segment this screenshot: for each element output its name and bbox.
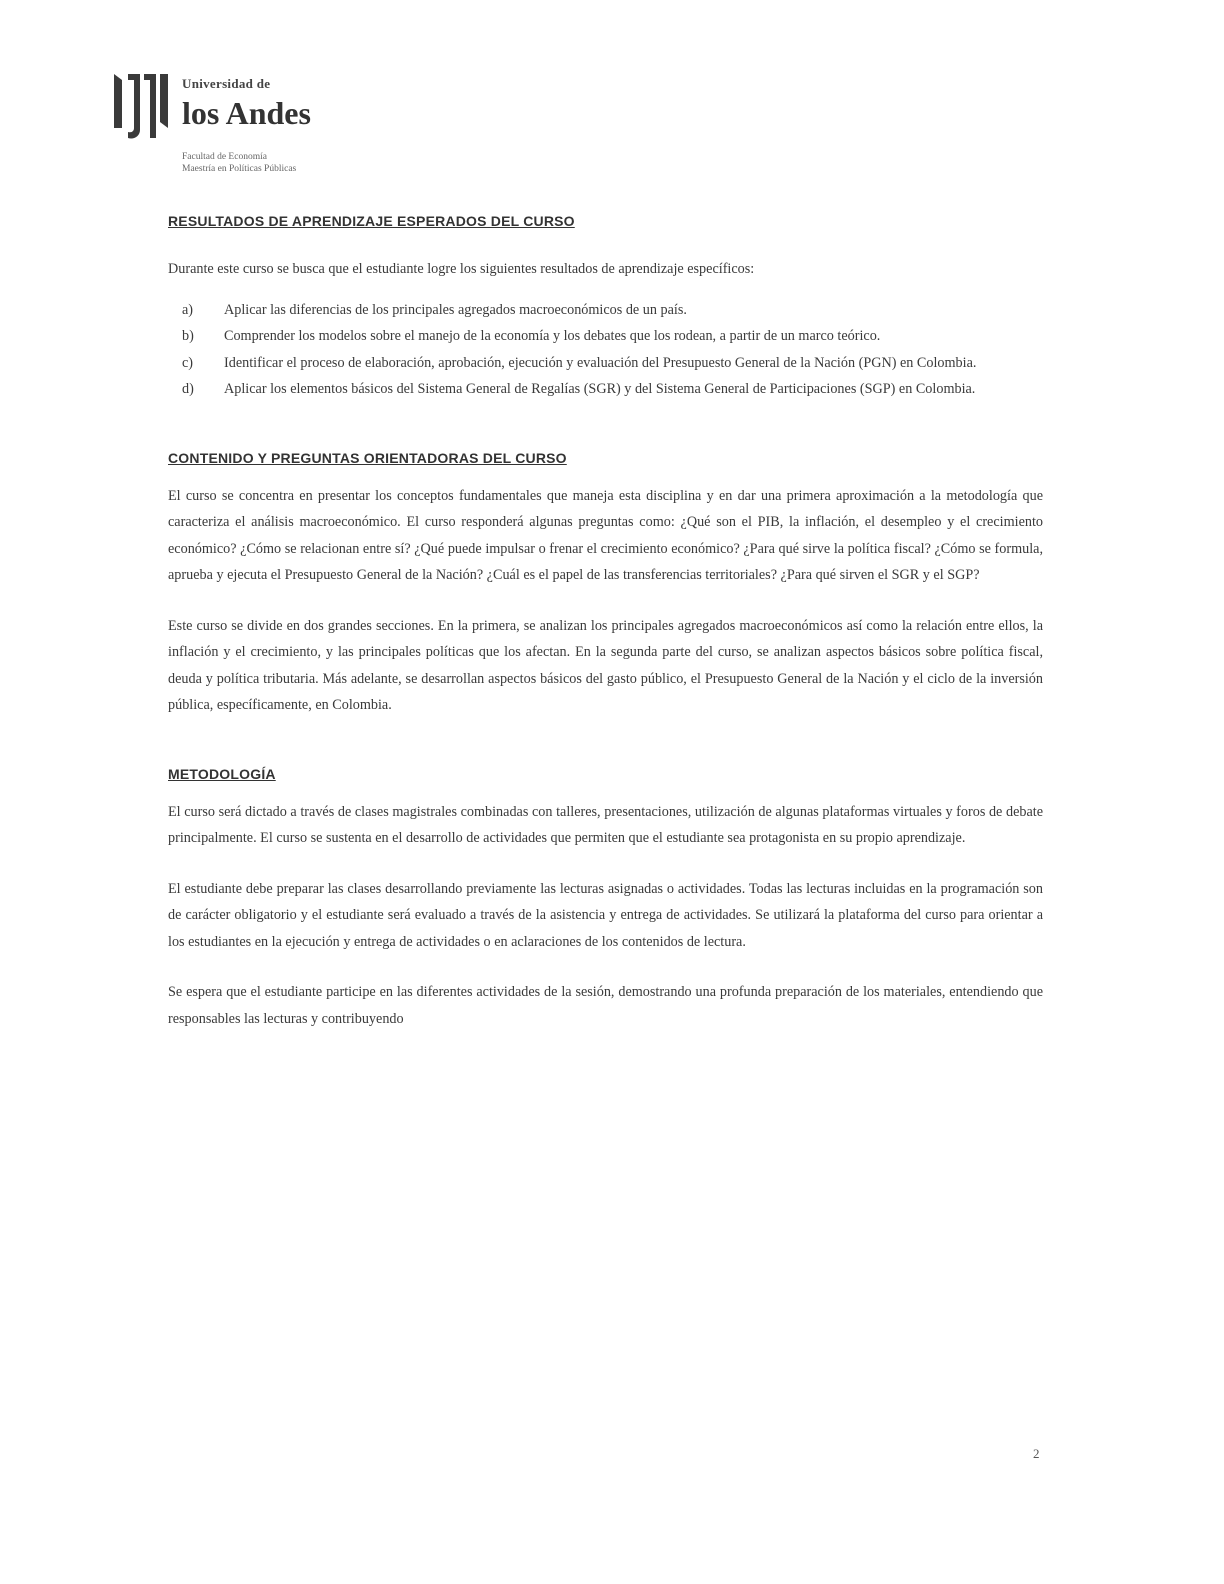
- list-item: [168, 297, 1043, 324]
- heading-learning-outcomes: RESULTADOS DE APRENDIZAJE ESPERADOS DEL CURSO: [168, 213, 575, 229]
- document-body: [168, 210, 1043, 1032]
- list-item-marker: b): [182, 328, 194, 344]
- list-item: [168, 323, 1043, 350]
- logo-subtitle-faculty: Facultad de Economía: [182, 152, 267, 162]
- methodology-paragraph: Se espera que el estudiante participe en las diferentes actividades de la sesión, demostrando una profunda preparación de los materiales, entendiendo que responsables las lecturas y contribuyendo: [168, 984, 1043, 1027]
- list-item-marker: c): [182, 354, 194, 371]
- learning-outcomes-intro: Durante este curso se busca que el estudiante logre los siguientes resultados de aprendizaje específicos:: [168, 261, 755, 277]
- page-number: 2: [1033, 1446, 1040, 1461]
- course-content-paragraph: Este curso se divide en dos grandes secciones. En la primera, se analizan los principales agregados macroeconómicos así como la relación entre ellos, la inflación y el crecimiento, y las principales políticas que los afectan. En la segunda parte del curso, se analizan aspectos básicos sobre política fiscal, deuda y política tributaria. Más adelante, se desarrollan aspectos básicos del gasto público, el Presupuesto General de la Nación y el ciclo de la inversión pública, específicamente, en Colombia.: [168, 617, 1043, 713]
- heading-course-content: CONTENIDO Y PREGUNTAS ORIENTADORAS DEL CURSO: [168, 449, 567, 466]
- logo-text-top: Universidad de: [182, 76, 271, 91]
- list-item-text: Aplicar los elementos básicos del Sistema General de Regalías (SGR) y del Sistema General de Participaciones (SGP) en Colombia.: [224, 381, 976, 397]
- list-item-text: Identificar el proceso de elaboración, aprobación, ejecución y evaluación del Presupuesto General de la Nación (PGN) en Colombia.: [224, 354, 977, 371]
- list-item-text: Aplicar las diferencias de los principales agregados macroeconómicos de un país.: [224, 301, 687, 318]
- list-item: [168, 350, 1043, 377]
- learning-outcomes-list: [168, 297, 1043, 403]
- logo-text-main: los Andes: [182, 95, 311, 131]
- heading-methodology: METODOLOGÍA: [168, 765, 276, 782]
- list-item-text: Comprender los modelos sobre el manejo de la economía y los debates que los rodean, a partir de un marco teórico.: [224, 328, 881, 344]
- university-crest-icon: [110, 70, 172, 140]
- course-content-paragraph: El curso se concentra en presentar los conceptos fundamentales que maneja esta disciplina y en dar una primera aproximación a la metodología que caracteriza el análisis macroeconómico. El curso responderá algunas preguntas como: ¿Qué son el PIB, la inflación, el desempleo y el crecimiento económico? ¿Cómo se relacionan entre sí? ¿Qué puede impulsar o frenar el crecimiento económico? ¿Para qué sirve la política fiscal? ¿Cómo se formula, aprueba y ejecuta el Presupuesto General de la Nación? ¿Cuál es el papel de las transferencias territoriales? ¿Para qué sirven el SGR y el SGP?: [168, 487, 1043, 583]
- university-logo: [110, 70, 350, 180]
- methodology-paragraph: El estudiante debe preparar las clases desarrollando previamente las lecturas asignadas o actividades. Todas las lecturas incluidas en la programación son de carácter obligatorio y el estudiante será evaluado a través de la asistencia y entrega de actividades. Se utilizará la plataforma del curso para orientar a los estudiantes en la ejecución y entrega de actividades o en aclaraciones de los contenidos de lectura.: [168, 880, 1043, 950]
- logo-subtitle-program: Maestría en Políticas Públicas: [182, 164, 297, 174]
- list-item-marker: d): [182, 381, 194, 397]
- methodology-paragraph: El curso será dictado a través de clases magistrales combinadas con talleres, presentaciones, utilización de algunas plataformas virtuales y foros de debate principalmente. El curso se sustenta en el desarrollo de actividades que permiten que el estudiante sea protagonista en su propio aprendizaje.: [168, 803, 1043, 846]
- list-item-marker: a): [182, 301, 194, 318]
- list-item: [168, 376, 1043, 403]
